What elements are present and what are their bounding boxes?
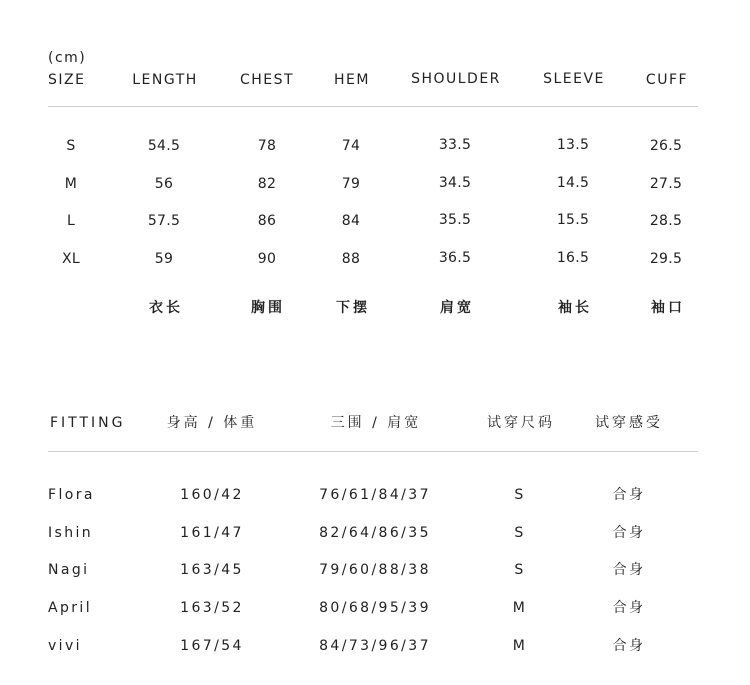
cuff-cell: 28.5 — [649, 213, 683, 229]
length-cell: 54.5 — [147, 138, 181, 154]
fit-size-cell: S — [514, 487, 526, 503]
model-name: Nagi — [48, 562, 90, 578]
measurements-cell: 82/64/86/35 — [319, 525, 431, 541]
size-cell: S — [66, 138, 76, 154]
cuff-cell: 29.5 — [649, 251, 683, 267]
length-cell: 57.5 — [147, 213, 181, 229]
fit-feel-cell: 合身 — [612, 487, 646, 503]
cn-label-length: 衣长 — [149, 300, 183, 316]
cn-label-chest: 胸围 — [251, 300, 285, 316]
header-fitting: FITTING — [50, 415, 126, 431]
size-header-divider — [48, 106, 698, 107]
measurements-cell: 76/61/84/37 — [319, 487, 431, 503]
height-weight-cell: 161/47 — [180, 525, 244, 541]
cn-label-shoulder: 肩宽 — [440, 300, 474, 316]
header-size: SIZE — [48, 72, 86, 88]
header-fit-feel: 试穿感受 — [595, 415, 663, 431]
fitting-header-divider — [48, 451, 698, 452]
cuff-cell: 27.5 — [649, 176, 683, 192]
fit-feel-cell: 合身 — [612, 638, 646, 654]
chest-cell: 82 — [257, 176, 277, 192]
cn-label-cuff: 袖口 — [651, 300, 685, 316]
fit-size-cell: S — [514, 562, 526, 578]
header-fit-size: 试穿尺码 — [487, 415, 555, 431]
header-chest: CHEST — [239, 72, 295, 88]
fit-size-cell: M — [512, 638, 528, 654]
fit-size-cell: S — [514, 525, 526, 541]
length-cell: 56 — [154, 176, 174, 192]
cuff-cell: 26.5 — [649, 138, 683, 154]
header-cuff: CUFF — [645, 72, 689, 88]
shoulder-cell: 36.5 — [438, 250, 472, 266]
height-weight-cell: 163/52 — [180, 600, 244, 616]
measurements-cell: 84/73/96/37 — [319, 638, 431, 654]
hem-cell: 79 — [341, 176, 361, 192]
measurements-cell: 80/68/95/39 — [319, 600, 431, 616]
shoulder-cell: 34.5 — [438, 175, 472, 191]
chest-cell: 90 — [257, 251, 277, 267]
model-name: vivi — [48, 638, 82, 654]
model-name: April — [48, 600, 92, 616]
size-cell: L — [66, 213, 76, 229]
sleeve-cell: 14.5 — [556, 175, 590, 191]
measurements-cell: 79/60/88/38 — [319, 562, 431, 578]
length-cell: 59 — [154, 251, 174, 267]
hem-cell: 88 — [341, 251, 361, 267]
fit-feel-cell: 合身 — [612, 562, 646, 578]
fit-feel-cell: 合身 — [612, 525, 646, 541]
header-hem: HEM — [334, 72, 370, 88]
hem-cell: 74 — [341, 138, 361, 154]
hem-cell: 84 — [341, 213, 361, 229]
sleeve-cell: 13.5 — [556, 137, 590, 153]
header-length: LENGTH — [132, 72, 198, 88]
shoulder-cell: 33.5 — [438, 137, 472, 153]
fit-size-cell: M — [512, 600, 528, 616]
size-cell: XL — [62, 251, 80, 267]
sleeve-cell: 16.5 — [556, 250, 590, 266]
header-sleeve: SLEEVE — [543, 71, 605, 87]
unit-label: (cm) — [48, 50, 87, 66]
height-weight-cell: 163/45 — [180, 562, 244, 578]
header-height-weight: 身高 / 体重 — [166, 415, 258, 431]
cn-label-sleeve: 袖长 — [558, 300, 592, 316]
model-name: Flora — [48, 487, 95, 503]
chest-cell: 78 — [257, 138, 277, 154]
chest-cell: 86 — [257, 213, 277, 229]
sleeve-cell: 15.5 — [556, 212, 590, 228]
height-weight-cell: 167/54 — [180, 638, 244, 654]
header-shoulder: SHOULDER — [411, 71, 501, 87]
shoulder-cell: 35.5 — [438, 212, 472, 228]
size-cell: M — [64, 176, 78, 192]
model-name: Ishin — [48, 525, 94, 541]
header-measurements: 三围 / 肩宽 — [330, 415, 422, 431]
height-weight-cell: 160/42 — [180, 487, 244, 503]
cn-label-hem: 下摆 — [336, 300, 370, 316]
fit-feel-cell: 合身 — [612, 600, 646, 616]
